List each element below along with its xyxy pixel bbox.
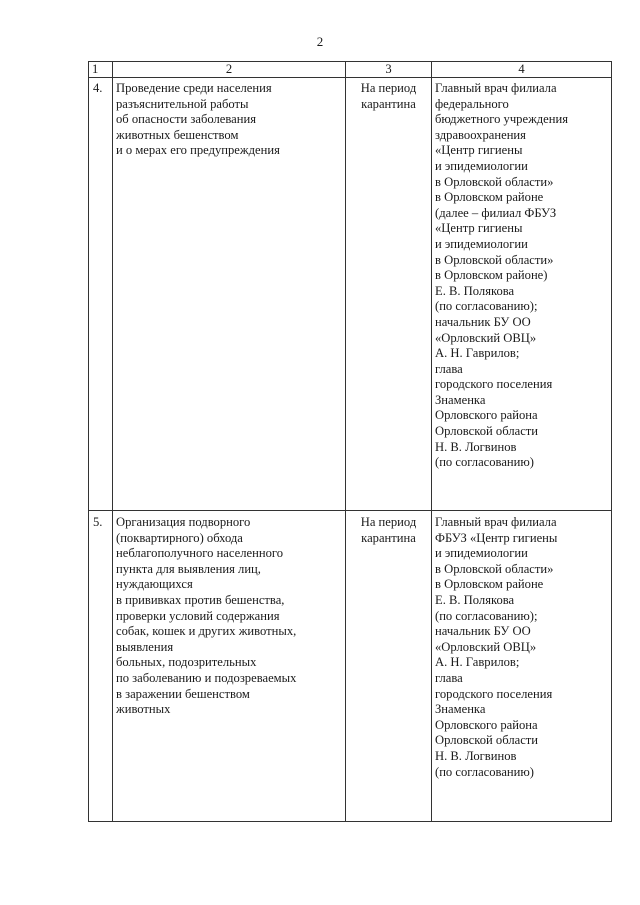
responsible-cell: Главный врач филиала федерального бюджетного учреждения здравоохранения «Центр гигиены и эпидемиологии в Орловской области» в Орловском районе (далее – филиал ФБУЗ «Центр гигиены и эпидемиологии в Орловской области» в Орловском районе) Е. В. Полякова (по согласованию); начальник БУ ОО «Орловский ОВЦ» А. Н. Гаврилов; глава городского поселения Знаменка Орловского района Орловской области Н. В. Логвинов (по согласованию) bbox=[432, 78, 612, 511]
page-number: 2 bbox=[316, 34, 324, 49]
header-col-4: 4 bbox=[432, 62, 612, 78]
header-col-1: 1 bbox=[89, 62, 113, 78]
period-cell: На период карантина bbox=[346, 78, 432, 511]
row-number: 5. bbox=[89, 511, 113, 822]
period-cell: На период карантина bbox=[346, 511, 432, 822]
table-row bbox=[89, 78, 612, 511]
header-col-2: 2 bbox=[113, 62, 346, 78]
header-col-3: 3 bbox=[346, 62, 432, 78]
table-header-row bbox=[89, 62, 612, 78]
activity-cell: Организация подворного (поквартирного) обхода неблагополучного населенного пункта для выявления лиц, нуждающихся в прививках против бешенства, проверки условий содержания собак, кошек и других животных, выявления больных, подозрительных по заболеванию и подозреваемых в заражении бешенством животных bbox=[113, 511, 346, 822]
measures-table bbox=[88, 61, 612, 822]
row-number: 4. bbox=[89, 78, 113, 511]
responsible-cell: Главный врач филиала ФБУЗ «Центр гигиены и эпидемиологии в Орловской области» в Орловском районе Е. В. Полякова (по согласованию); начальник БУ ОО «Орловский ОВЦ» А. Н. Гаврилов; глава городского поселения Знаменка Орловского района Орловской области Н. В. Логвинов (по согласованию) bbox=[432, 511, 612, 822]
activity-cell: Проведение среди населения разъяснительной работы об опасности заболевания животных бешенством и о мерах его предупреждения bbox=[113, 78, 346, 511]
table-row bbox=[89, 511, 612, 822]
